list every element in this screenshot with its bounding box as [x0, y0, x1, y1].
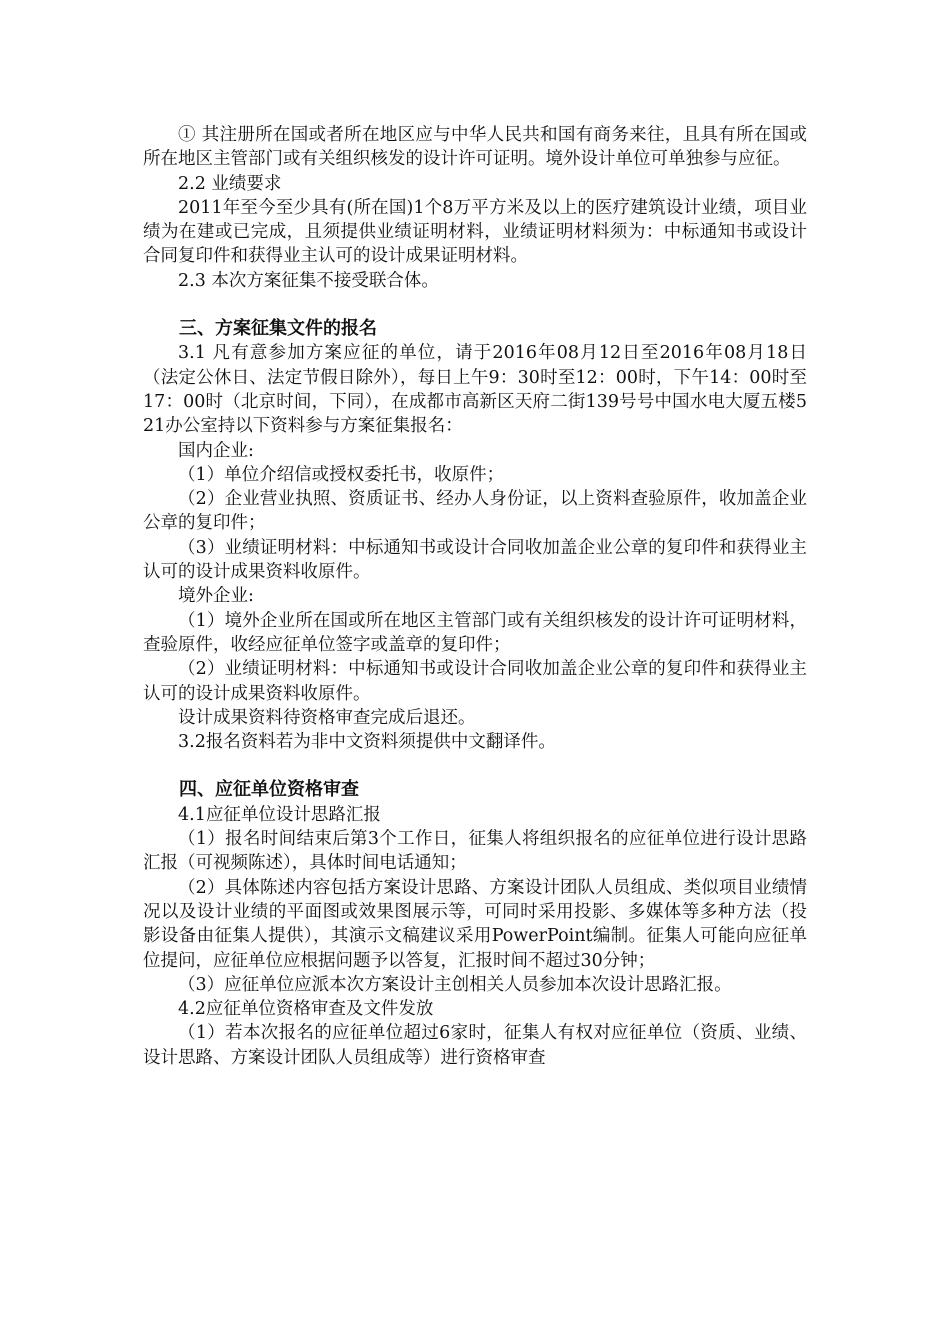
section-heading-registration: 三、方案征集文件的报名 — [179, 318, 377, 340]
paragraph-translation: 3.2报名资料若为非中文资料须提供中文翻译件。 — [178, 732, 556, 753]
paragraph-report-item-3: （3）应征单位应派本次方案设计主创相关人员参加本次设计思路汇报。 — [178, 974, 732, 995]
paragraph-report-title: 4.1应征单位设计思路汇报 — [178, 804, 381, 825]
paragraph-performance-title: 2.2 业绩要求 — [178, 173, 282, 194]
paragraph-review-title: 4.2应征单位资格审查及文件发放 — [178, 999, 434, 1020]
paragraph-domestic-item-3: （3）业绩证明材料：中标通知书或设计合同收加盖企业公章的复印件和获得业主认可的设计成果资料收原件。 — [143, 537, 807, 583]
paragraph-report-item-2: （2）具体陈述内容包括方案设计思路、方案设计团队人员组成、类似项目业绩情况以及设计业绩的平面图或效果图展示等，可同时采用投影、多媒体等多种方法（投影设备由征集人提供），其演示文稿建议采用PowerPoint编制。征集人可能向应征单位提问，应征单位应根据问题予以答复，汇报时间不超过30分钟； — [143, 877, 807, 971]
paragraph-overseas-label: 境外企业: — [178, 586, 254, 607]
paragraph-registration-country: ① 其注册所在国或者所在地区应与中华人民共和国有商务来往，且具有所在国或所在地区主管部门或有关组织核发的设计许可证明。境外设计单位可单独参与应征。 — [143, 125, 807, 170]
paragraph-overseas-item-2: （2）业绩证明材料：中标通知书或设计合同收加盖企业公章的复印件和获得业主认可的设计成果资料收原件。 — [143, 659, 807, 704]
paragraph-domestic-item-1: （1）单位介绍信或授权委托书，收原件； — [178, 464, 505, 485]
paragraph-performance-requirement: 2011年至今至少具有(所在国)1个8万平方米及以上的医疗建筑设计业绩，项目业绩为在建或已完成，且须提供业绩证明材料，业绩证明材料须为：中标通知书或设计合同复印件和获得业主认可的设计成果证明材料。 — [143, 197, 807, 267]
paragraph-registration-time: 3.1 凡有意参加方案应征的单位，请于2016年08月12日至2016年08月18日（法定公休日、法定节假日除外），每日上午9：30时至12：00时，下午14：00时至17：00时（北京时间，下同），在成都市高新区天府二街139号号中国水电大厦五楼521办公室持以下资料参与方案征集报名： — [143, 343, 807, 437]
paragraph-domestic-item-2: （2）企业营业执照、资质证书、经办人身份证，以上资料查验原件，收加盖企业公章的复印件； — [143, 489, 807, 534]
paragraph-no-consortium: 2.3 本次方案征集不接受联合体。 — [178, 270, 439, 291]
paragraph-domestic-label: 国内企业: — [178, 440, 254, 461]
paragraph-review-item-1: （1）若本次报名的应征单位超过6家时，征集人有权对应征单位（资质、业绩、设计思路、方案设计团队人员组成等）进行资格审查 — [143, 1023, 807, 1068]
paragraph-overseas-item-1: （1）境外企业所在国或所在地区主管部门或有关组织核发的设计许可证明材料，查验原件，收经应征单位签字或盖章的复印件； — [143, 610, 807, 655]
paragraph-report-item-1: （1）报名时间结束后第3个工作日，征集人将组织报名的应征单位进行设计思路汇报（可视频陈述），具体时间电话通知； — [143, 829, 807, 874]
section-heading-qualification: 四、应征单位资格审查 — [179, 779, 359, 801]
paragraph-return-materials: 设计成果资料待资格审查完成后退还。 — [178, 707, 476, 728]
document-page — [143, 123, 807, 1070]
